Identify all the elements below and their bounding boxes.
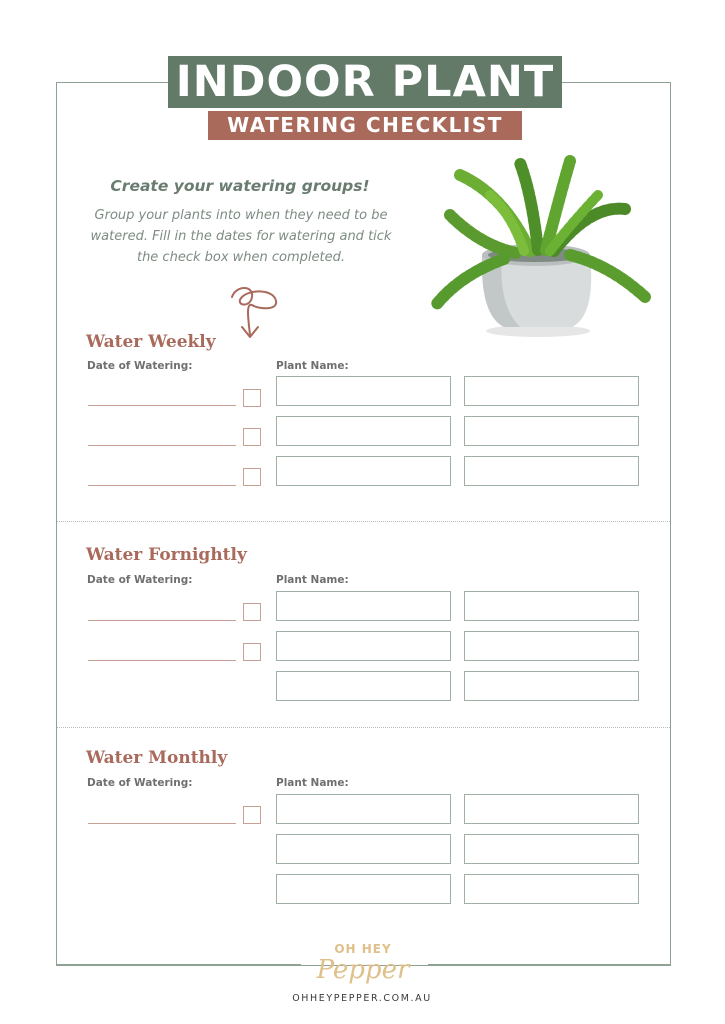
- section-title-monthly: Water Monthly: [86, 748, 228, 768]
- section-divider: [57, 727, 670, 728]
- section-title-fortnightly: Water Fornightly: [86, 545, 247, 565]
- plant-name-field[interactable]: [276, 794, 451, 824]
- date-of-watering-label: Date of Watering:: [87, 574, 193, 586]
- date-field[interactable]: [88, 485, 236, 486]
- plant-name-field[interactable]: [276, 631, 451, 661]
- page-title: INDOOR PLANT: [168, 56, 562, 108]
- plant-name-field[interactable]: [464, 376, 639, 406]
- succulent-pot-illustration: [420, 155, 656, 345]
- oh-hey-pepper-logo: [300, 938, 426, 992]
- footer-rule-right: [428, 964, 670, 965]
- website-url[interactable]: OHHEYPEPPER.COM.AU: [292, 993, 432, 1004]
- completed-checkbox[interactable]: [243, 389, 261, 407]
- plant-name-field[interactable]: [276, 376, 451, 406]
- plant-name-field[interactable]: [464, 874, 639, 904]
- plant-name-label: Plant Name:: [276, 360, 349, 372]
- date-field[interactable]: [88, 620, 236, 621]
- completed-checkbox[interactable]: [243, 468, 261, 486]
- page-subtitle: WATERING CHECKLIST: [208, 111, 522, 140]
- section-title-weekly: Water Weekly: [86, 332, 216, 352]
- intro-heading: Create your watering groups!: [110, 177, 370, 195]
- intro-text: Group your plants into when they need to be watered. Fill in the dates for watering and tick the check box when completed.: [90, 208, 392, 265]
- plant-name-field[interactable]: [464, 671, 639, 701]
- plant-name-field[interactable]: [464, 794, 639, 824]
- completed-checkbox[interactable]: [243, 643, 261, 661]
- plant-name-field[interactable]: [276, 416, 451, 446]
- plant-name-label: Plant Name:: [276, 777, 349, 789]
- svg-text:OH HEY: OH HEY: [334, 942, 392, 956]
- plant-name-field[interactable]: [464, 416, 639, 446]
- date-field[interactable]: [88, 445, 236, 446]
- date-field[interactable]: [88, 405, 236, 406]
- plant-name-field[interactable]: [276, 456, 451, 486]
- date-of-watering-label: Date of Watering:: [87, 777, 193, 789]
- date-field[interactable]: [88, 660, 236, 661]
- plant-name-field[interactable]: [464, 834, 639, 864]
- completed-checkbox[interactable]: [243, 428, 261, 446]
- plant-name-field[interactable]: [276, 874, 451, 904]
- date-of-watering-label: Date of Watering:: [87, 360, 193, 372]
- plant-name-field[interactable]: [276, 591, 451, 621]
- plant-name-field[interactable]: [464, 591, 639, 621]
- date-field[interactable]: [88, 823, 236, 824]
- plant-name-field[interactable]: [464, 456, 639, 486]
- plant-name-field[interactable]: [464, 631, 639, 661]
- loop-arrow-icon: [222, 283, 284, 345]
- plant-name-field[interactable]: [276, 671, 451, 701]
- svg-text:Pepper: Pepper: [316, 955, 410, 985]
- plant-name-field[interactable]: [276, 834, 451, 864]
- section-divider: [57, 521, 670, 522]
- plant-name-label: Plant Name:: [276, 574, 349, 586]
- footer-rule-left: [57, 964, 301, 965]
- completed-checkbox[interactable]: [243, 603, 261, 621]
- completed-checkbox[interactable]: [243, 806, 261, 824]
